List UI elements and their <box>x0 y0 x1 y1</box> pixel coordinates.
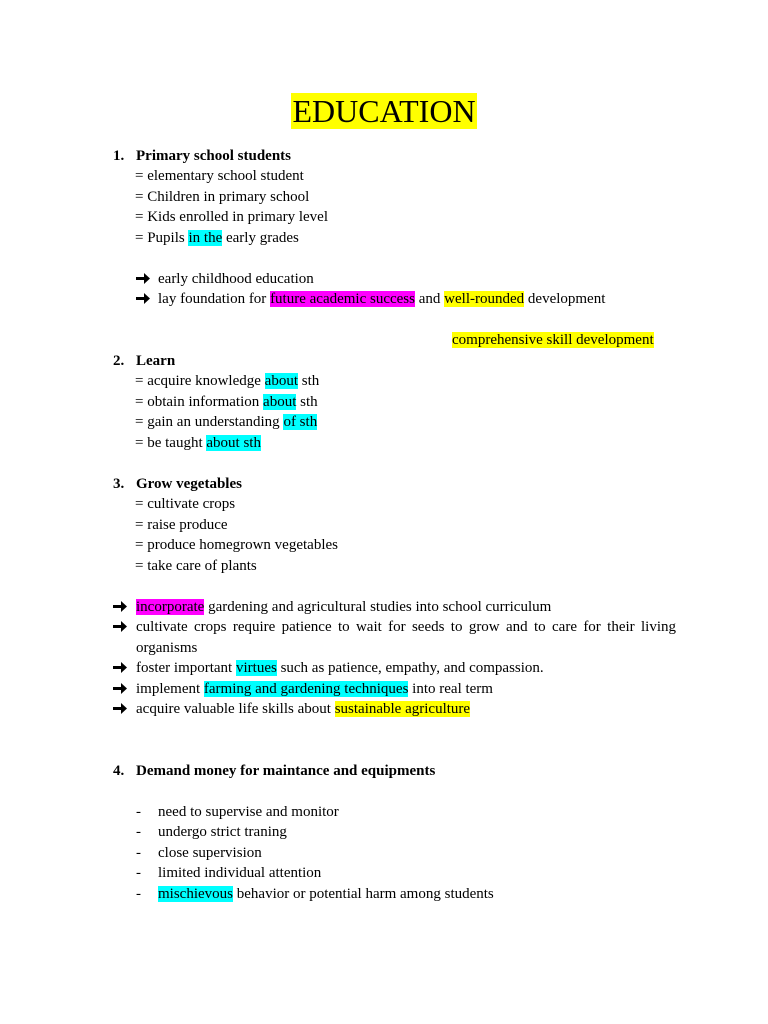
text-run: sth <box>298 373 320 389</box>
text-run: foster important <box>136 660 236 676</box>
synonym-text: = produce homegrown vegetables <box>135 537 338 553</box>
section-title: Demand money for maintance and equipments <box>136 763 436 779</box>
bullet-text: organisms <box>136 640 198 656</box>
highlight-cyan: of sth <box>283 414 318 430</box>
right-arrow-icon <box>113 658 129 678</box>
section-number: 3. <box>113 476 125 492</box>
text-run: = obtain information <box>135 394 264 410</box>
bullet-text: cultivate crops require patience to wait for seeds to grow and to care for their living <box>136 619 676 635</box>
highlight-yellow: well-rounded <box>444 291 525 307</box>
synonym-text <box>135 392 318 412</box>
title-highlight: EDUCATION <box>292 93 476 129</box>
text-run: = acquire knowledge <box>135 373 265 389</box>
synonym-text: = take care of plants <box>135 558 257 574</box>
synonym-text <box>135 371 319 391</box>
bullet-text: need to supervise and monitor <box>158 804 339 820</box>
right-arrow-icon <box>113 597 129 617</box>
dash-bullet: - <box>136 845 141 861</box>
highlight-cyan: about <box>264 373 298 389</box>
synonym-text <box>135 433 261 453</box>
bullet-text <box>136 597 551 617</box>
bullet-text: limited individual attention <box>158 865 322 881</box>
dash-bullet: - <box>136 865 141 881</box>
dash-bullet: - <box>136 804 141 820</box>
dash-bullet: - <box>136 886 141 902</box>
synonym-text: = raise produce <box>135 517 228 533</box>
highlight-cyan: about <box>263 394 297 410</box>
text-run: development <box>524 291 606 307</box>
text-run: gardening and agricultural studies into school curriculum <box>204 599 552 615</box>
text-run: = Pupils <box>135 230 189 246</box>
highlight-magenta: incorporate <box>136 599 205 615</box>
text-run: implement <box>136 681 204 697</box>
bullet-text <box>136 658 544 678</box>
highlight-cyan: mischievous <box>158 886 233 902</box>
highlight-magenta: future academic success <box>270 291 415 307</box>
side-note <box>452 330 654 350</box>
highlight-cyan: about sth <box>206 435 261 451</box>
section-number: 1. <box>113 148 125 164</box>
right-arrow-icon <box>136 289 152 309</box>
text-run: lay foundation for <box>158 291 271 307</box>
section-title: Grow vegetables <box>136 476 242 492</box>
highlight-yellow: sustainable agriculture <box>334 701 471 717</box>
right-arrow-icon <box>113 679 129 699</box>
section-number: 4. <box>113 763 125 779</box>
synonym-text <box>135 228 299 248</box>
text-run: sth <box>296 394 318 410</box>
page-title <box>0 92 768 130</box>
text-run: and <box>415 291 445 307</box>
bullet-text <box>158 884 494 904</box>
dash-bullet: - <box>136 824 141 840</box>
synonym-text: = Children in primary school <box>135 189 310 205</box>
synonym-text: = cultivate crops <box>135 496 236 512</box>
highlight-cyan: virtues <box>235 660 277 676</box>
section-title: Learn <box>136 353 176 369</box>
section-number: 2. <box>113 353 125 369</box>
synonym-text <box>135 412 317 432</box>
bullet-text <box>158 289 605 309</box>
highlight-cyan: farming and gardening techniques <box>203 681 409 697</box>
text-run: = be taught <box>135 435 207 451</box>
text-run: behavior or potential harm among students <box>233 886 494 902</box>
synonym-text: = elementary school student <box>135 168 304 184</box>
right-arrow-icon <box>113 617 129 637</box>
right-arrow-icon <box>136 269 152 289</box>
bullet-text <box>136 699 470 719</box>
bullet-text <box>136 679 493 699</box>
section-title: Primary school students <box>136 148 291 164</box>
text-run: such as patience, empathy, and compassion. <box>276 660 544 676</box>
bullet-text: close supervision <box>158 845 262 861</box>
text-run: into real term <box>408 681 493 697</box>
text-run: acquire valuable life skills about <box>136 701 335 717</box>
text-run: early grades <box>222 230 299 246</box>
right-arrow-icon <box>113 699 129 719</box>
text-run: = gain an understanding <box>135 414 284 430</box>
highlight-cyan: in the <box>188 230 223 246</box>
bullet-text: undergo strict traning <box>158 824 287 840</box>
bullet-text: early childhood education <box>158 271 314 287</box>
synonym-text: = Kids enrolled in primary level <box>135 209 328 225</box>
highlight-yellow: comprehensive skill development <box>452 332 654 348</box>
